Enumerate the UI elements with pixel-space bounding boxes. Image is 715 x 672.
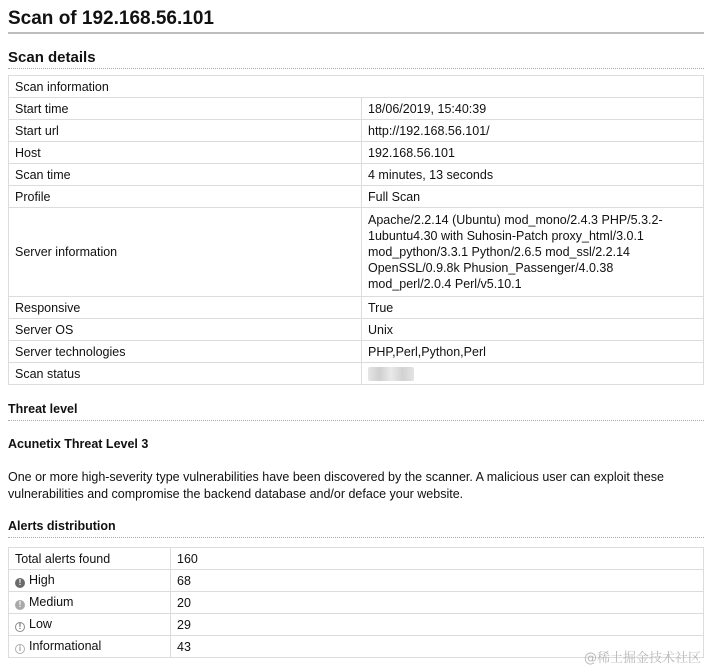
table-row: [9, 98, 704, 120]
server-os-value: Unix: [362, 319, 704, 341]
server-info-line: Apache/2.2.14 (Ubuntu) mod_mono/2.4.3 PHP/5.3.2-: [368, 213, 663, 227]
row-label: [9, 592, 171, 614]
row-label: Profile: [9, 186, 362, 208]
row-label: Server technologies: [9, 341, 362, 363]
row-label: Scan status: [9, 363, 362, 385]
row-label: Server information: [9, 208, 362, 297]
medium-severity-icon: !: [15, 600, 25, 610]
threat-level-description: One or more high-severity type vulnerabilities have been discovered by the scanner. A malicious user can exploit these vulnerabilities and compromise the backend database and/or deface your website.: [8, 470, 664, 501]
scan-time-value: 4 minutes, 13 seconds: [362, 164, 704, 186]
table-row: [9, 570, 704, 592]
table-row: [9, 164, 704, 186]
page-title: Scan of 192.168.56.101: [8, 0, 704, 34]
table-row: [9, 297, 704, 319]
row-label: Start url: [9, 120, 362, 142]
high-alerts-value: 68: [171, 570, 704, 592]
medium-alerts-value: 20: [171, 592, 704, 614]
table-row: [9, 186, 704, 208]
row-label: [9, 636, 171, 658]
host-value: 192.168.56.101: [362, 142, 704, 164]
scan-information-header: Scan information: [9, 76, 704, 98]
severity-label: Informational: [29, 639, 102, 653]
table-row: [9, 120, 704, 142]
report-page: [8, 0, 704, 658]
responsive-value: True: [362, 297, 704, 319]
row-label: [9, 614, 171, 636]
table-row: [9, 208, 704, 297]
high-severity-icon: !: [15, 578, 25, 588]
server-info-line: 1ubuntu4.30 with Suhosin-Patch proxy_html/3.0.1: [368, 229, 644, 243]
start-time-value: 18/06/2019, 15:40:39: [362, 98, 704, 120]
server-info-line: mod_perl/2.0.4 Perl/v5.10.1: [368, 277, 522, 291]
row-label: Responsive: [9, 297, 362, 319]
row-label: Start time: [9, 98, 362, 120]
low-severity-icon: !: [15, 622, 25, 632]
scan-details-table: [8, 75, 704, 385]
informational-alerts-value: 43: [171, 636, 704, 658]
server-info-line: mod_python/3.3.1 Python/2.6.5 mod_ssl/2.2.14: [368, 245, 630, 259]
scan-status-value: [362, 363, 704, 385]
row-label: Host: [9, 142, 362, 164]
threat-level-heading: Threat level: [8, 401, 704, 421]
threat-level-title: Acunetix Threat Level 3: [8, 437, 149, 451]
table-row: [9, 319, 704, 341]
alerts-distribution-heading: Alerts distribution: [8, 518, 704, 538]
watermark: @稀土掘金技术社区: [583, 651, 701, 666]
alerts-distribution-table: [8, 547, 704, 658]
low-alerts-value: 29: [171, 614, 704, 636]
table-row: [9, 142, 704, 164]
table-row: [9, 614, 704, 636]
info-severity-icon: i: [15, 644, 25, 654]
scan-details-heading: Scan details: [8, 49, 704, 69]
row-label: Total alerts found: [9, 548, 171, 570]
table-row: [9, 592, 704, 614]
profile-value: Full Scan: [362, 186, 704, 208]
row-label: Scan time: [9, 164, 362, 186]
start-url-value: http://192.168.56.101/: [362, 120, 704, 142]
table-row: [9, 548, 704, 570]
server-info-line: OpenSSL/0.9.8k Phusion_Passenger/4.0.38: [368, 261, 614, 275]
server-technologies-value: PHP,Perl,Python,Perl: [362, 341, 704, 363]
table-header-row: [9, 76, 704, 98]
row-label: Server OS: [9, 319, 362, 341]
table-row: [9, 341, 704, 363]
redacted-status: [368, 367, 414, 381]
severity-label: High: [29, 573, 55, 587]
total-alerts-value: 160: [171, 548, 704, 570]
severity-label: Low: [29, 617, 52, 631]
server-information-value: [362, 208, 704, 297]
row-label: [9, 570, 171, 592]
table-row: [9, 363, 704, 385]
severity-label: Medium: [29, 595, 74, 609]
